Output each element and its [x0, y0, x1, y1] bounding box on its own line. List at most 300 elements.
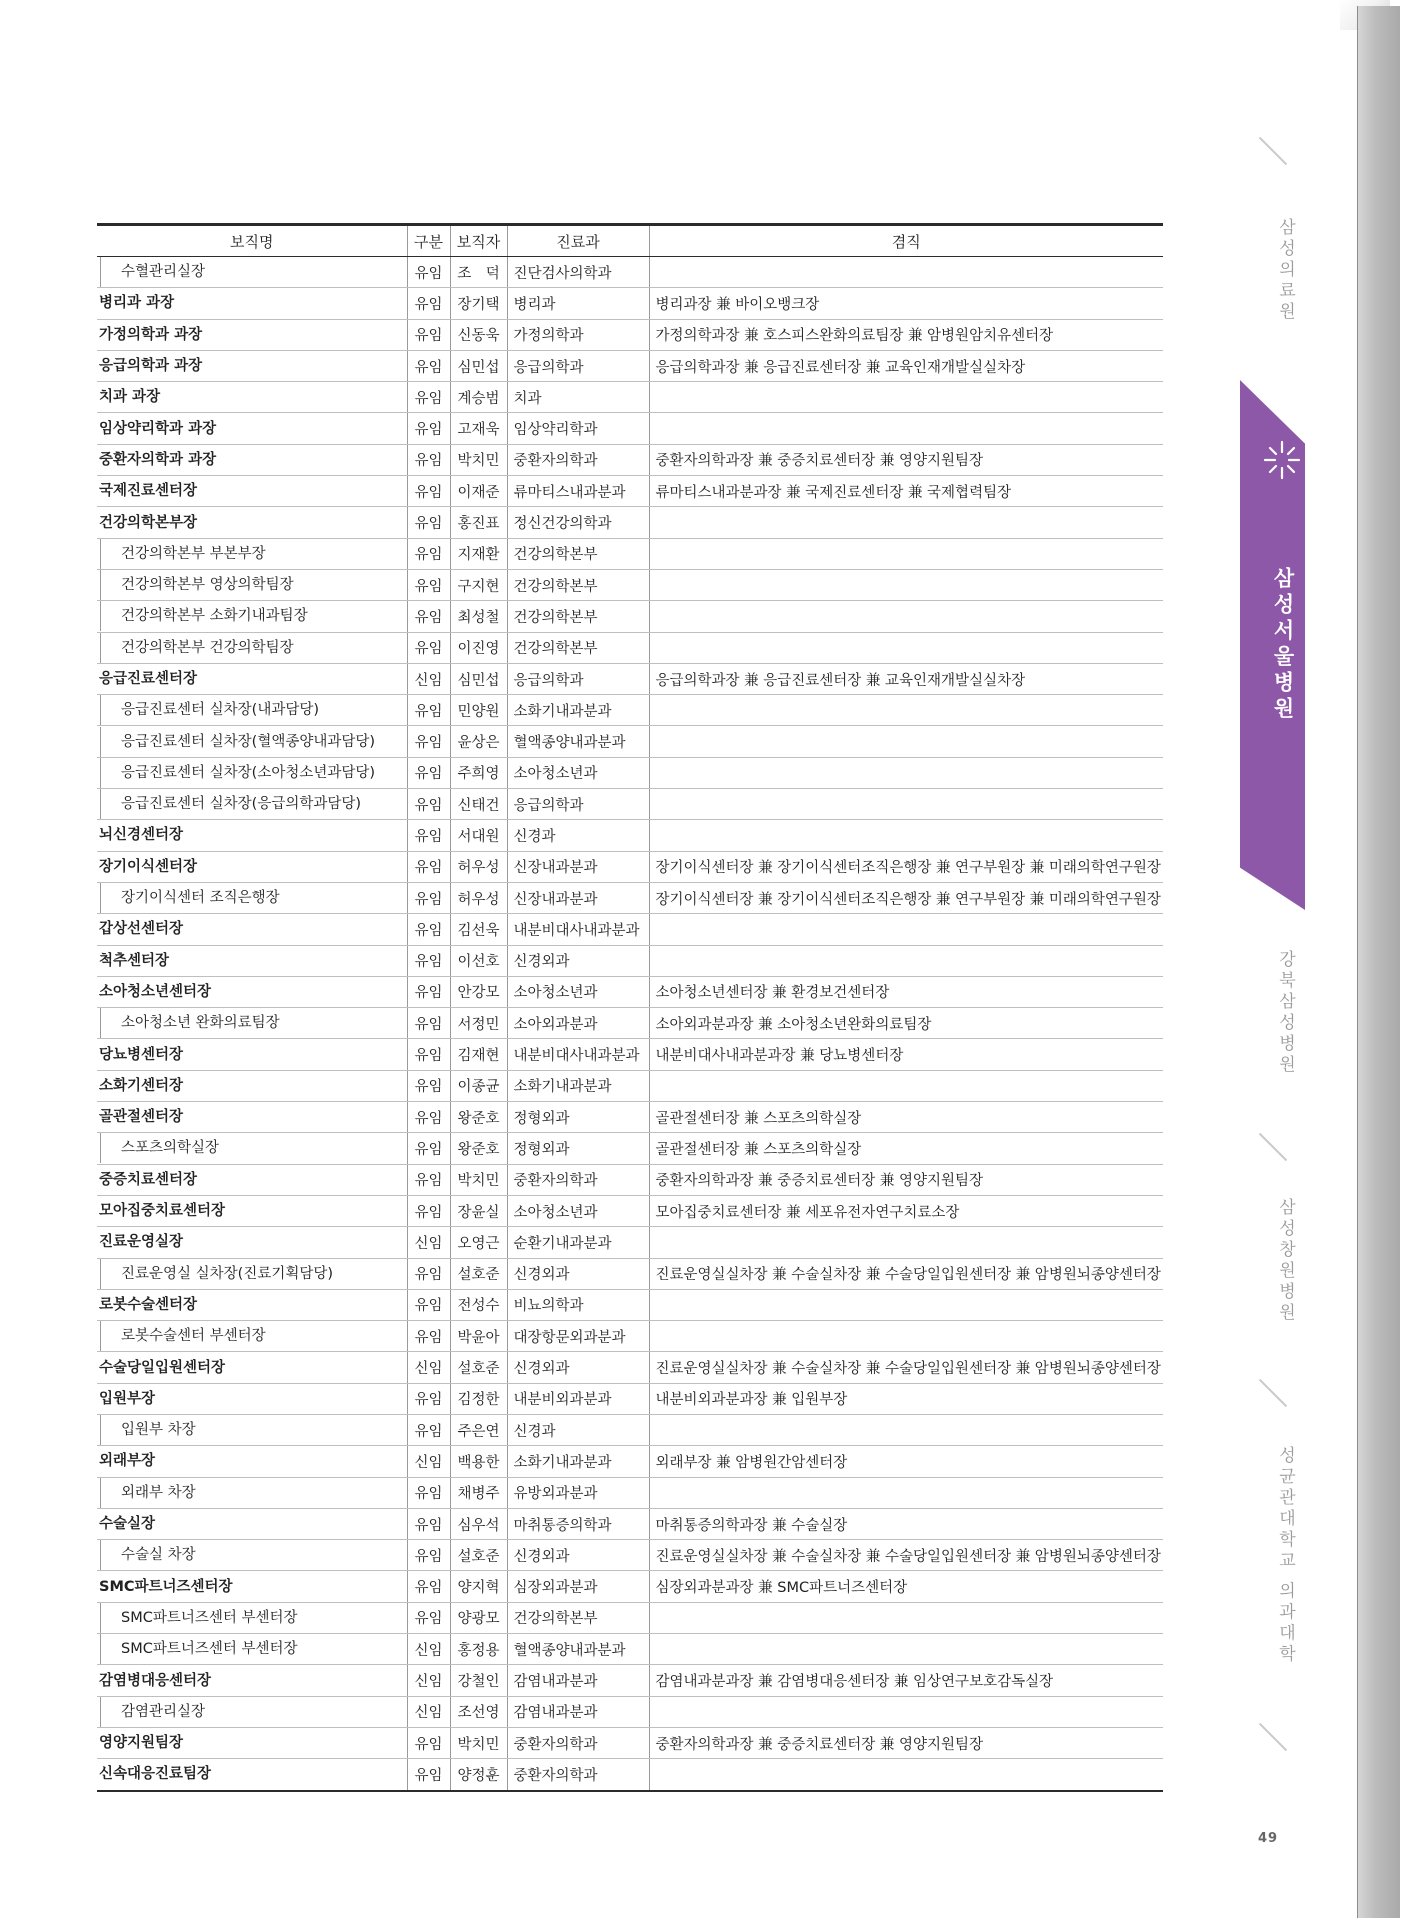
cell-title	[97, 695, 407, 726]
cell-concurrent	[649, 695, 1163, 726]
cell-name: 신동욱	[450, 319, 507, 350]
table-row	[97, 1727, 1163, 1758]
cell-name: 지재환	[450, 538, 507, 569]
cell-concurrent	[649, 1634, 1163, 1665]
cell-name: 채병주	[450, 1477, 507, 1508]
cell-concurrent	[649, 382, 1163, 413]
cell-dept: 신경외과	[507, 1258, 649, 1289]
cell-type: 신임	[407, 1665, 450, 1696]
sub-position-title: 건강의학본부 건강의학팀장	[100, 633, 407, 663]
position-title: 소아청소년센터장	[99, 983, 212, 1000]
cell-title	[97, 350, 407, 381]
cell-name: 홍정용	[450, 1634, 507, 1665]
cell-title	[97, 1195, 407, 1226]
cell-dept: 중환자의학과	[507, 1727, 649, 1758]
cell-concurrent	[649, 820, 1163, 851]
cell-title	[97, 1634, 407, 1665]
cell-name: 서대원	[450, 820, 507, 851]
cell-name: 홍진표	[450, 507, 507, 538]
table-row	[97, 569, 1163, 600]
position-title: 입원부장	[99, 1390, 156, 1407]
table-row	[97, 914, 1163, 945]
cell-concurrent	[649, 507, 1163, 538]
cell-concurrent	[649, 1477, 1163, 1508]
cell-concurrent	[649, 757, 1163, 788]
cell-title	[97, 257, 407, 288]
cell-type: 유임	[407, 914, 450, 945]
cell-title	[97, 820, 407, 851]
cell-concurrent	[649, 601, 1163, 632]
cell-concurrent	[649, 1070, 1163, 1101]
cell-type: 유임	[407, 726, 450, 757]
header-dept: 진료과	[507, 225, 649, 257]
cell-title	[97, 538, 407, 569]
cell-dept: 혈액종양내과분과	[507, 726, 649, 757]
position-title: 뇌신경센터장	[99, 827, 184, 844]
table-row	[97, 1008, 1163, 1039]
position-title: 중환자의학과 과장	[99, 451, 217, 468]
header-title: 보직명	[97, 225, 407, 257]
position-title: 골관절센터장	[99, 1109, 184, 1126]
cell-name: 강철인	[450, 1665, 507, 1696]
cell-title	[97, 1039, 407, 1070]
cell-name: 양지혁	[450, 1571, 507, 1602]
cell-type: 유임	[407, 1102, 450, 1133]
position-title: 영양지원팀장	[99, 1735, 184, 1752]
position-title: 중증치료센터장	[99, 1171, 198, 1188]
table-row	[97, 1164, 1163, 1195]
cell-name: 이진영	[450, 632, 507, 663]
cell-concurrent	[649, 413, 1163, 444]
cell-dept: 치과	[507, 382, 649, 413]
cell-title	[97, 1164, 407, 1195]
cell-title	[97, 1289, 407, 1320]
cell-concurrent: 골관절센터장 兼 스포츠의학실장	[649, 1102, 1163, 1133]
table-row	[97, 1508, 1163, 1539]
cell-dept: 신장내과분과	[507, 851, 649, 882]
cell-dept: 정신건강의학과	[507, 507, 649, 538]
cell-name: 최성철	[450, 601, 507, 632]
cell-dept: 건강의학본부	[507, 538, 649, 569]
cell-dept: 류마티스내과분과	[507, 476, 649, 507]
cell-name: 설호준	[450, 1540, 507, 1571]
table-row	[97, 476, 1163, 507]
sub-position-title: 응급진료센터 실차장(소아청소년과담당)	[100, 758, 407, 788]
table-row	[97, 413, 1163, 444]
header-type: 구분	[407, 225, 450, 257]
cell-name: 조선영	[450, 1696, 507, 1727]
cell-dept: 정형외과	[507, 1133, 649, 1164]
table-row	[97, 945, 1163, 976]
cell-dept: 건강의학본부	[507, 569, 649, 600]
cell-dept: 순환기내과분과	[507, 1227, 649, 1258]
cell-dept: 정형외과	[507, 1102, 649, 1133]
cell-title	[97, 1102, 407, 1133]
cell-name: 김선욱	[450, 914, 507, 945]
cell-type: 유임	[407, 1508, 450, 1539]
sub-position-title: 응급진료센터 실차장(내과담당)	[100, 695, 407, 725]
page-edge	[1357, 6, 1400, 1918]
table-row	[97, 1602, 1163, 1633]
cell-name: 주은연	[450, 1414, 507, 1445]
cell-concurrent	[649, 257, 1163, 288]
cell-dept: 중환자의학과	[507, 444, 649, 475]
table-row	[97, 1321, 1163, 1352]
cell-type: 유임	[407, 820, 450, 851]
cell-title	[97, 1414, 407, 1445]
position-title: 건강의학본부장	[99, 514, 198, 531]
cell-title	[97, 1477, 407, 1508]
cell-name: 민양원	[450, 695, 507, 726]
cell-concurrent: 감염내과분과장 兼 감염병대응센터장 兼 임상연구보호감독실장	[649, 1665, 1163, 1696]
table-row	[97, 1477, 1163, 1508]
cell-title	[97, 1008, 407, 1039]
cell-title	[97, 413, 407, 444]
cell-title	[97, 1759, 407, 1791]
cell-name: 오영근	[450, 1227, 507, 1258]
sub-position-title: 수술실 차장	[100, 1540, 407, 1570]
table-row	[97, 288, 1163, 319]
sub-position-title: 응급진료센터 실차장(혈액종양내과담당)	[100, 727, 407, 757]
cell-concurrent: 진료운영실실차장 兼 수술실차장 兼 수술당일입원센터장 兼 암병원뇌종양센터장	[649, 1258, 1163, 1289]
cell-title	[97, 882, 407, 913]
position-title: 가정의학과 과장	[99, 326, 203, 343]
sub-position-title: 수혈관리실장	[100, 257, 407, 287]
cell-name: 고재욱	[450, 413, 507, 444]
cell-name: 구지현	[450, 569, 507, 600]
table-body	[97, 257, 1163, 1791]
cell-dept: 임상약리학과	[507, 413, 649, 444]
cell-dept: 소화기내과분과	[507, 1446, 649, 1477]
position-title: 신속대응진료팀장	[99, 1766, 212, 1783]
cell-title	[97, 1321, 407, 1352]
table-row	[97, 632, 1163, 663]
cell-name: 윤상은	[450, 726, 507, 757]
cell-type: 신임	[407, 1634, 450, 1665]
cell-dept: 응급의학과	[507, 789, 649, 820]
table-row	[97, 1665, 1163, 1696]
cell-dept: 심장외과분과	[507, 1571, 649, 1602]
cell-concurrent: 골관절센터장 兼 스포츠의학실장	[649, 1133, 1163, 1164]
cell-name: 이재준	[450, 476, 507, 507]
table-row	[97, 976, 1163, 1007]
cell-concurrent	[649, 945, 1163, 976]
cell-dept: 중환자의학과	[507, 1759, 649, 1791]
cell-concurrent: 소아외과분과장 兼 소아청소년완화의료팀장	[649, 1008, 1163, 1039]
cell-dept: 소화기내과분과	[507, 1070, 649, 1101]
cell-dept: 응급의학과	[507, 663, 649, 694]
cell-name: 전성수	[450, 1289, 507, 1320]
cell-dept: 신경과	[507, 1414, 649, 1445]
table-row	[97, 538, 1163, 569]
cell-title	[97, 288, 407, 319]
cell-type: 유임	[407, 1195, 450, 1226]
side-item-kangbuk-samsung: 강북삼성병원	[1275, 950, 1295, 1076]
cell-name: 주희영	[450, 757, 507, 788]
cell-name: 왕준호	[450, 1133, 507, 1164]
cell-dept: 신장내과분과	[507, 882, 649, 913]
table-row	[97, 851, 1163, 882]
cell-type: 유임	[407, 1383, 450, 1414]
cell-name: 심우석	[450, 1508, 507, 1539]
position-title: 소화기센터장	[99, 1077, 184, 1094]
cell-type: 유임	[407, 382, 450, 413]
sub-position-title: 로봇수술센터 부센터장	[100, 1321, 407, 1351]
cell-concurrent	[649, 1289, 1163, 1320]
table-row	[97, 1540, 1163, 1571]
cell-concurrent: 장기이식센터장 兼 장기이식센터조직은행장 兼 연구부원장 兼 미래의학연구원장	[649, 851, 1163, 882]
cell-name: 김정한	[450, 1383, 507, 1414]
cell-concurrent: 응급의학과장 兼 응급진료센터장 兼 교육인재개발실실차장	[649, 663, 1163, 694]
cell-dept: 소아청소년과	[507, 757, 649, 788]
cell-type: 신임	[407, 1352, 450, 1383]
side-item-medical-center: 삼성의료원	[1275, 218, 1295, 323]
table-header-row	[97, 225, 1163, 257]
cell-concurrent	[649, 1602, 1163, 1633]
cell-concurrent	[649, 1696, 1163, 1727]
cell-concurrent: 중환자의학과장 兼 중증치료센터장 兼 영양지원팀장	[649, 444, 1163, 475]
cell-type: 유임	[407, 976, 450, 1007]
cell-name: 양광모	[450, 1602, 507, 1633]
cell-type: 유임	[407, 1070, 450, 1101]
table-row	[97, 601, 1163, 632]
position-title: 진료운영실장	[99, 1234, 184, 1251]
cell-name: 장기택	[450, 288, 507, 319]
cell-title	[97, 914, 407, 945]
cell-type: 유임	[407, 695, 450, 726]
table-row	[97, 1571, 1163, 1602]
cell-title	[97, 1352, 407, 1383]
cell-name: 이종균	[450, 1070, 507, 1101]
cell-type: 유임	[407, 350, 450, 381]
table-row	[97, 1352, 1163, 1383]
sub-position-title: 진료운영실 실차장(진료기획담당)	[100, 1259, 407, 1289]
cell-type: 유임	[407, 1602, 450, 1633]
cell-title	[97, 632, 407, 663]
cell-title	[97, 1258, 407, 1289]
cell-dept: 소아청소년과	[507, 976, 649, 1007]
sub-position-title: 장기이식센터 조직은행장	[100, 883, 407, 913]
position-title: 외래부장	[99, 1453, 156, 1470]
table-row	[97, 257, 1163, 288]
table-row	[97, 1039, 1163, 1070]
cell-concurrent	[649, 726, 1163, 757]
cell-title	[97, 789, 407, 820]
table-row	[97, 1414, 1163, 1445]
cell-type: 유임	[407, 851, 450, 882]
cell-type: 신임	[407, 1446, 450, 1477]
sun-logo-icon	[1262, 438, 1302, 482]
cell-dept: 건강의학본부	[507, 632, 649, 663]
table-row	[97, 1759, 1163, 1791]
cell-title	[97, 1602, 407, 1633]
header-concurrent: 겸직	[649, 225, 1163, 257]
cell-dept: 신경외과	[507, 1352, 649, 1383]
cell-name: 박치민	[450, 1164, 507, 1195]
cell-name: 백용한	[450, 1446, 507, 1477]
cell-name: 허우성	[450, 851, 507, 882]
cell-name: 심민섭	[450, 663, 507, 694]
table-row	[97, 1634, 1163, 1665]
cell-type: 유임	[407, 507, 450, 538]
position-title: 당뇨병센터장	[99, 1046, 184, 1063]
position-title: 국제진료센터장	[99, 483, 198, 500]
cell-concurrent: 응급의학과장 兼 응급진료센터장 兼 교육인재개발실실차장	[649, 350, 1163, 381]
side-item-samsung-seoul-hospital: 삼성서울병원	[1271, 567, 1295, 723]
cell-name: 안강모	[450, 976, 507, 1007]
cell-title	[97, 976, 407, 1007]
sub-position-title: SMC파트너즈센터 부센터장	[100, 1634, 407, 1664]
cell-concurrent: 중환자의학과장 兼 중증치료센터장 兼 영양지원팀장	[649, 1727, 1163, 1758]
cell-type: 유임	[407, 945, 450, 976]
cell-concurrent	[649, 789, 1163, 820]
sub-position-title: 건강의학본부 부본부장	[100, 539, 407, 569]
cell-concurrent: 내분비외과분과장 兼 입원부장	[649, 1383, 1163, 1414]
cell-dept: 응급의학과	[507, 350, 649, 381]
table-row	[97, 350, 1163, 381]
cell-dept: 병리과	[507, 288, 649, 319]
cell-concurrent	[649, 632, 1163, 663]
cell-title	[97, 444, 407, 475]
table-row	[97, 319, 1163, 350]
position-title: 수술실장	[99, 1516, 156, 1533]
cell-concurrent: 소아청소년센터장 兼 환경보건센터장	[649, 976, 1163, 1007]
cell-title	[97, 945, 407, 976]
cell-name: 설호준	[450, 1352, 507, 1383]
cell-dept: 감염내과분과	[507, 1665, 649, 1696]
cell-title	[97, 1227, 407, 1258]
cell-concurrent: 병리과장 兼 바이오뱅크장	[649, 288, 1163, 319]
position-title: 병리과 과장	[99, 295, 175, 312]
cell-type: 유임	[407, 444, 450, 475]
sub-position-title: 소아청소년 완화의료팀장	[100, 1008, 407, 1038]
table-row	[97, 444, 1163, 475]
cell-dept: 대장항문외과분과	[507, 1321, 649, 1352]
table-row	[97, 507, 1163, 538]
table-row	[97, 695, 1163, 726]
page-number: 49	[1258, 1831, 1279, 1846]
table-row	[97, 757, 1163, 788]
cell-dept: 진단검사의학과	[507, 257, 649, 288]
cell-type: 유임	[407, 413, 450, 444]
cell-type: 유임	[407, 1477, 450, 1508]
cell-concurrent: 내분비대사내과분과장 兼 당뇨병센터장	[649, 1039, 1163, 1070]
position-title: 로봇수술센터장	[99, 1296, 198, 1313]
cell-type: 신임	[407, 1696, 450, 1727]
cell-type: 유임	[407, 1571, 450, 1602]
cell-type: 유임	[407, 476, 450, 507]
cell-dept: 내분비대사내과분과	[507, 1039, 649, 1070]
cell-type: 유임	[407, 757, 450, 788]
position-title: 응급의학과 과장	[99, 358, 203, 375]
table-row	[97, 1446, 1163, 1477]
cell-title	[97, 726, 407, 757]
table-row	[97, 1696, 1163, 1727]
cell-name: 심민섭	[450, 350, 507, 381]
position-title: 모아집중치료센터장	[99, 1203, 226, 1220]
cell-title	[97, 382, 407, 413]
cell-title	[97, 1540, 407, 1571]
cell-concurrent: 모아집중치료센터장 兼 세포유전자연구치료소장	[649, 1195, 1163, 1226]
cell-dept: 유방외과분과	[507, 1477, 649, 1508]
cell-type: 유임	[407, 601, 450, 632]
cell-type: 유임	[407, 1759, 450, 1791]
sub-position-title: 외래부 차장	[100, 1478, 407, 1508]
sub-position-title: 건강의학본부 소화기내과팀장	[100, 601, 407, 631]
cell-name: 김재현	[450, 1039, 507, 1070]
table-row	[97, 1258, 1163, 1289]
table-row	[97, 382, 1163, 413]
cell-type: 유임	[407, 1258, 450, 1289]
sub-position-title: 스포츠의학실장	[100, 1133, 407, 1163]
sub-position-title: 건강의학본부 영상의학팀장	[100, 570, 407, 600]
cell-title	[97, 663, 407, 694]
cell-title	[97, 1727, 407, 1758]
cell-title	[97, 1696, 407, 1727]
cell-type: 신임	[407, 663, 450, 694]
cell-type: 유임	[407, 288, 450, 319]
cell-type: 유임	[407, 1133, 450, 1164]
cell-type: 유임	[407, 1727, 450, 1758]
cell-name: 박치민	[450, 444, 507, 475]
cell-concurrent	[649, 914, 1163, 945]
sub-position-title: SMC파트너즈센터 부센터장	[100, 1603, 407, 1633]
cell-name: 양정훈	[450, 1759, 507, 1791]
cell-dept: 가정의학과	[507, 319, 649, 350]
cell-dept: 소아청소년과	[507, 1195, 649, 1226]
cell-type: 유임	[407, 1289, 450, 1320]
table-row	[97, 1227, 1163, 1258]
cell-concurrent	[649, 538, 1163, 569]
cell-name: 박윤아	[450, 1321, 507, 1352]
cell-type: 유임	[407, 1414, 450, 1445]
cell-concurrent	[649, 1759, 1163, 1791]
cell-dept: 소아외과분과	[507, 1008, 649, 1039]
cell-dept: 건강의학본부	[507, 601, 649, 632]
cell-name: 서정민	[450, 1008, 507, 1039]
position-title: 감염병대응센터장	[99, 1672, 212, 1689]
cell-title	[97, 1133, 407, 1164]
cell-concurrent: 가정의학과장 兼 호스피스완화의료팀장 兼 암병원암치유센터장	[649, 319, 1163, 350]
cell-dept: 감염내과분과	[507, 1696, 649, 1727]
cell-type: 유임	[407, 789, 450, 820]
position-title: 척추센터장	[99, 952, 170, 969]
cell-title	[97, 757, 407, 788]
cell-title	[97, 1070, 407, 1101]
cell-title	[97, 507, 407, 538]
cell-type: 유임	[407, 538, 450, 569]
position-title: 갑상선센터장	[99, 921, 184, 938]
cell-concurrent: 류마티스내과분과장 兼 국제진료센터장 兼 국제협력팀장	[649, 476, 1163, 507]
position-title: 수술당일입원센터장	[99, 1359, 226, 1376]
cell-name: 박치민	[450, 1727, 507, 1758]
table-row	[97, 1195, 1163, 1226]
table-row	[97, 1383, 1163, 1414]
cell-dept: 혈액종양내과분과	[507, 1634, 649, 1665]
cell-type: 유임	[407, 1039, 450, 1070]
cell-type: 유임	[407, 569, 450, 600]
cell-title	[97, 1383, 407, 1414]
cell-type: 유임	[407, 319, 450, 350]
side-item-changwon-samsung: 삼성창원병원	[1275, 1198, 1295, 1324]
side-item-skku-medicine: 성균관대학교 의과대학	[1275, 1446, 1295, 1666]
header-name: 보직자	[450, 225, 507, 257]
table-row	[97, 1289, 1163, 1320]
cell-name: 계승범	[450, 382, 507, 413]
cell-type: 유임	[407, 1008, 450, 1039]
cell-type: 유임	[407, 1540, 450, 1571]
cell-title	[97, 851, 407, 882]
